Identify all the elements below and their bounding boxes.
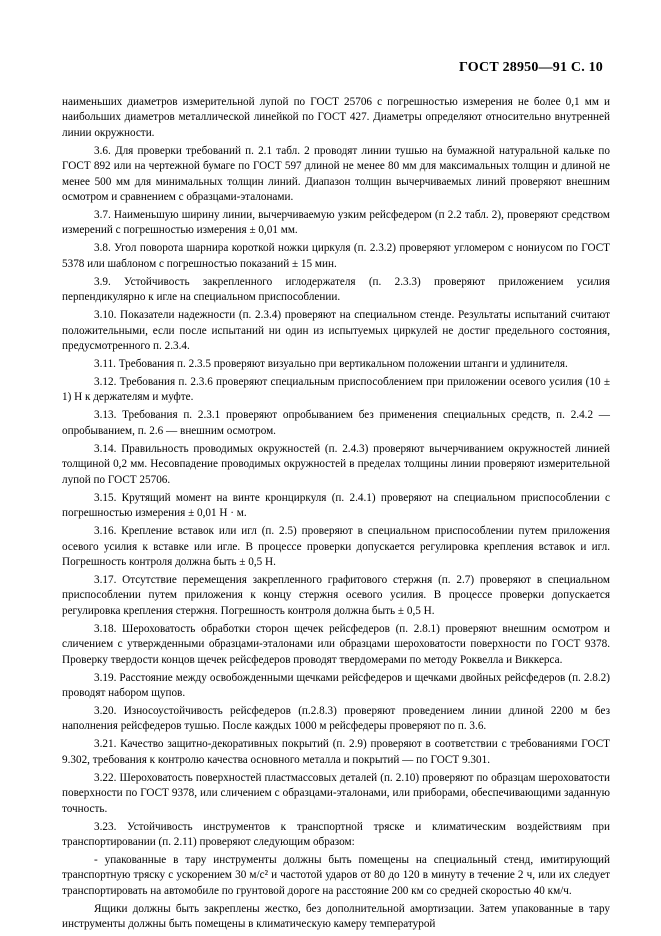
paragraph-3-23: 3.23. Устойчивость инструментов к транспортной тряске и климатическим воздействиям при транспортировании (п. 2.11) проверяют следующим образом: [62,820,610,848]
paragraph-3-7: 3.7. Наименьшую ширину линии, вычерчиваемую узким рейсфедером (п 2.2 табл. 2), проверяют средством измерений с погрешностью измерения ± 0,01 мм. [62,209,610,237]
paragraph-3-20: 3.20. Износоустойчивость рейсфедеров (п.2.8.3) проверяют проведением линии длиной 2200 м без наполнения рейсфедеров тушью. После каждых 1000 м рейсфедеры проверяют по п. 3.6. [62,704,610,733]
paragraph-3-21: 3.21. Качество защитно-декоративных покрытий (п. 2.9) проверяют в соответствии с требованиями ГОСТ 9.302, требования к контролю качества основного металла и покрытий — по ГОСТ 9.301. [62,738,610,766]
paragraph-3-9: 3.9. Устойчивость закрепленного иглодержателя (п. 2.3.3) проверяют приложением усилия перпендикулярно к игле на специальном приспособлении. [62,275,610,304]
paragraph-3-17: 3.17. Отсутствие перемещения закрепленного графитового стержня (п. 2.7) проверяют в специальном приспособлении путем приложения к концу стержня осевого усилия. В процессе проверки допускается регулировка крепления стержня. Погрешность контроля должна быть ± 0,5 Н. [62,573,610,617]
paragraph-3-15: 3.15. Крутящий момент на винте кронциркуля (п. 2.4.1) проверяют на специальном приспособлении с погрешностью измерения ± 0,01 Н · м. [62,491,610,520]
paragraph-3-12: 3.12. Требования п. 2.3.6 проверяют специальным приспособлением при приложении осевого усилия (10 ± 1) Н к держателям и муфте. [62,376,610,404]
paragraph-3-8: 3.8. Угол поворота шарнира короткой ножки циркуля (п. 2.3.2) проверяют угломером с нониусом по ГОСТ 5378 или шаблоном с погрешностью показаний ± 15 мин. [62,242,610,270]
paragraph-3-10: 3.10. Показатели надежности (п. 2.3.4) проверяют на специальном стенде. Результаты испытаний считают положительными, если после испытаний ни один из испытуемых циркулей не достиг предельного состояния, предусмотренного п. 2.3.4. [62,309,610,353]
paragraph-3-22: 3.22. Шероховатость поверхностей пластмассовых деталей (п. 2.10) проверяют по образцам шероховатости поверхности по ГОСТ 9378, или сличением с образцами-эталонами, или приборами, обеспечивающими заданную точность. [62,771,610,815]
paragraph-3-11: 3.11. Требования п. 2.3.5 проверяют визуально при вертикальном положении штанги и удлинителя. [94,358,568,371]
paragraph-continuation: наименьших диаметров измерительной лупой по ГОСТ 25706 с погрешностью измерения не более 0,1 мм и наибольших диаметров металлической линейкой по ГОСТ 427. Диаметры определяют относительно внутренней линии окружности. [62,96,610,139]
paragraph-3-6: 3.6. Для проверки требований п. 2.1 табл. 2 проводят линии тушью на бумажной натуральной кальке по ГОСТ 892 или на чертежной бумаге по ГОСТ 597 длиной не менее 80 мм для максимальных толщин и длиной не менее 500 мм для минимальных толщин линий. Диапазон толщин вычерчиваемых линий проверяют внешним осмотром и сравнением с образцами-эталонами. [62,144,610,204]
paragraph-3-14: 3.14. Правильность проводимых окружностей (п. 2.4.3) проверяют вычерчиванием окружностей линией толщиной 0,2 мм. Несовпадение проводимых окружностей в пределах толщины линии проверяют измерительной лупой по ГОСТ 25706. [62,442,610,486]
document-body [62,95,610,935]
paragraph-3-23-item: - упакованные в тару инструменты должны быть помещены на специальный стенд, имитирующий транспортную тряску с ускорением 30 м/с² и частотой ударов от 80 до 120 в минуту в течение 2 ч, или их следует транспортировать на автомобиле по грунтовой дороге на расстояние 200 км со средней скоростью 40 км/ч. [62,853,610,897]
paragraph-3-19: 3.19. Расстояние между освобожденными щечками рейсфедеров и щечками двойных рейсфедеров (п. 2.8.2) проводят набором щупов. [62,671,610,699]
paragraph-3-16: 3.16. Крепление вставок или игл (п. 2.5) проверяют в специальном приспособлении путем приложения осевого усилия к вставке или игле. В процессе проверки допускается регулировка крепления вставок и игл. Погрешность контроля должна быть ± 0,5 Н. [62,525,610,568]
page-header: ГОСТ 28950—91 С. 10 [459,60,603,75]
paragraph-3-13: 3.13. Требования п. 2.3.1 проверяют опробыванием без применения специальных средств, п. 2.4.2 — опробыванием, п. 2.6 — внешним осмотром. [62,409,610,437]
paragraph-3-18: 3.18. Шероховатость обработки сторон щечек рейсфедеров (п. 2.8.1) проверяют внешним осмотром и сличением с утвержденными образцами-эталонами или образцами шероховатости поверхности по ГОСТ 9378. Проверку твердости концов щечек рейсфедеров проводят твердомерами по методу Роквелла и Виккерса. [62,622,610,666]
paragraph-final: Ящики должны быть закреплены жестко, без дополнительной амортизации. Затем упакованные в тару инструменты должны быть помещены в климатическую камеру температурой [62,902,610,931]
